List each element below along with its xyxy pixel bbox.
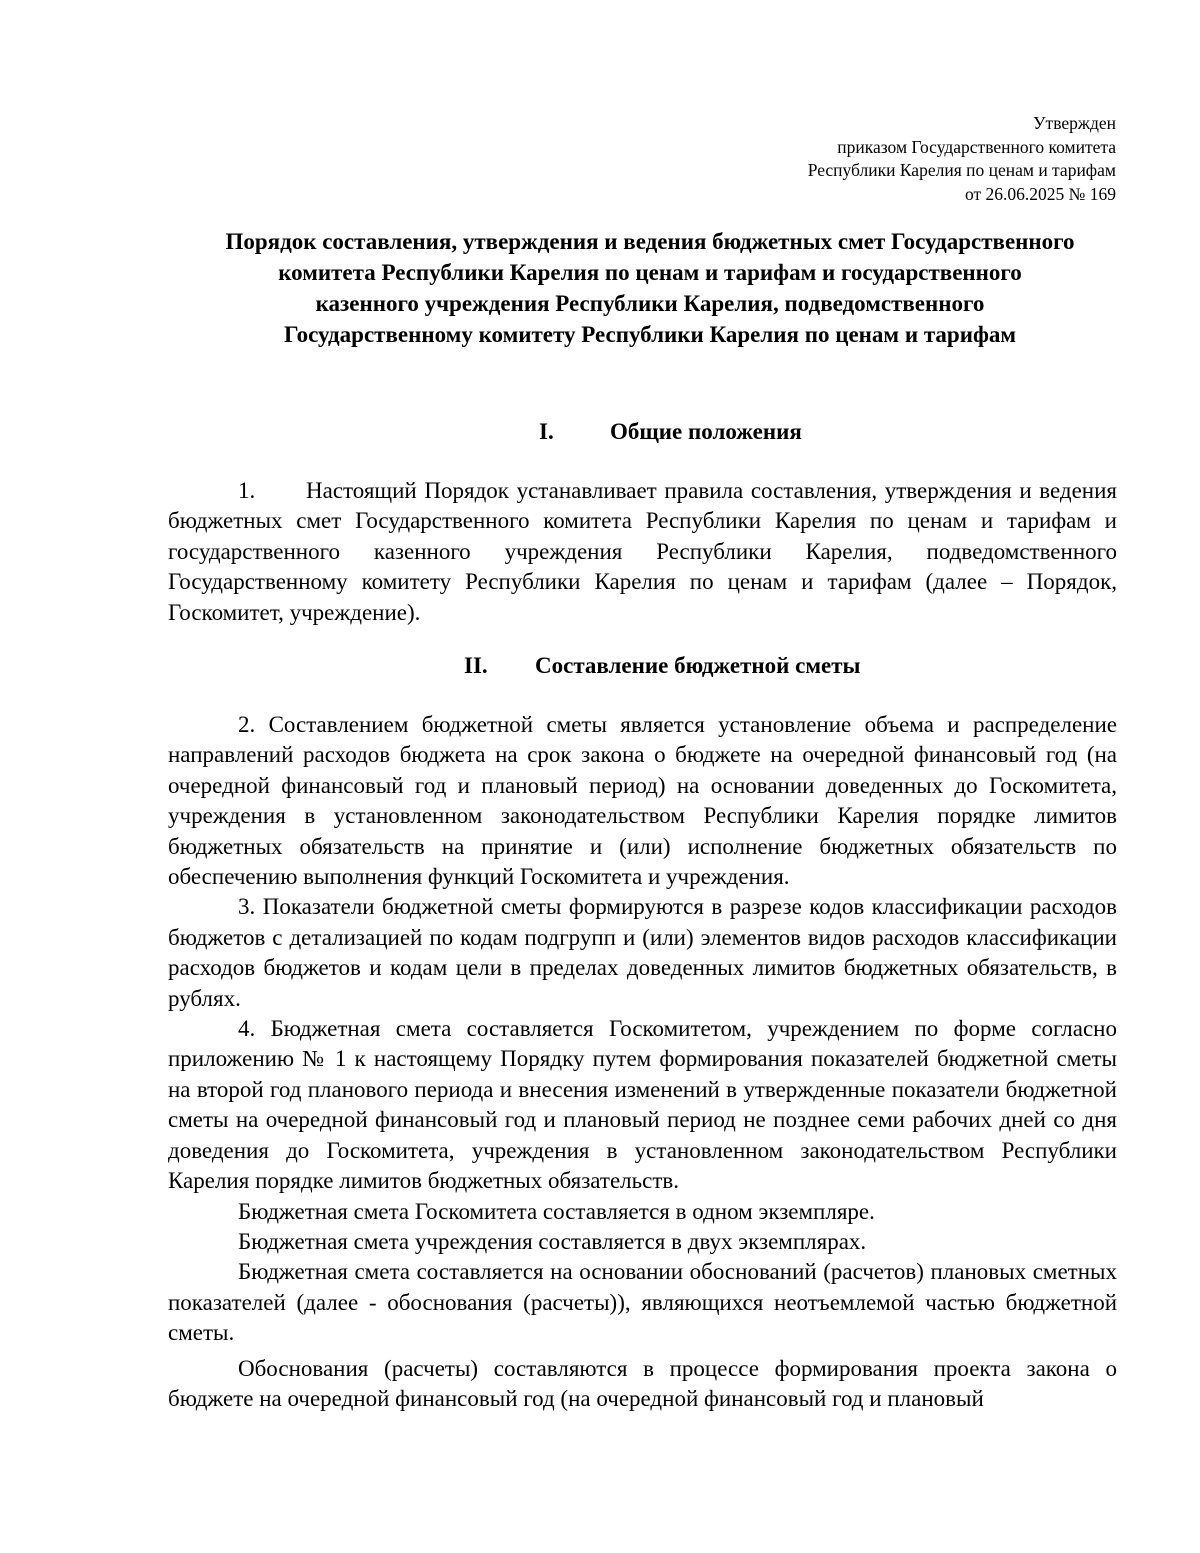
paragraph-2: 2. Составлением бюджетной сметы является установление объема и распределение направлений расходов бюджета на срок закона о бюджете на очередной финансовый год (на очередной финансовый год и плановый период) на основании доведенных до Госкомитета, учреждения в установленном законодательством Республики Карелия порядке лимитов бюджетных обязательств на принятие и (или) исполнение бюджетных обязательств по обеспечению выполнения функций Госкомитета и учреждения. [168,712,1117,890]
section-number: I. [539,419,554,444]
section-2-body [168,710,1117,1414]
paragraph-3: 3. Показатели бюджетной сметы формируются в разрезе кодов классификации расходов бюджетов с детализацией по кодам подгрупп и (или) элементов видов расходов классификации расходов бюджетов и кодам цели в пределах доведенных лимитов бюджетных обязательств, в рублях. [168,894,1117,1011]
approval-line-order: приказом Государственного комитета [837,136,1116,157]
paragraph-calculations: Обоснования (расчеты) составляются в процессе формирования проекта закона о бюджете на очередной финансовый год (на очередной финансовый год и плановый [168,1355,1117,1411]
title-line: Государственному комитету Республики Карелия по ценам и тарифам [283,322,1017,347]
paragraph-1 [168,476,1117,628]
title-line: казенного учреждения Республики Карелия, подведомственного [315,291,985,316]
paragraph-number: 1. [238,478,256,503]
paragraph-two-copies: Бюджетная смета учреждения составляется в двух экземплярах. [238,1228,867,1254]
section-number: II. [464,653,488,678]
paragraph-text: Настоящий Порядок устанавливает правила составления, утверждения и ведения бюджетных смет Государственного комитета Республики Карелия по ценам и тарифам и государственного казенного учреждения Республики Карелия, подведомственного Государственному комитету Республики Карелия по ценам и тарифам (далее – Порядок, Госкомитет, учреждение). [168,478,1117,625]
paragraph-4: 4. Бюджетная смета составляется Госкомитетом, учреждением по форме согласно приложению № 1 к настоящему Порядку путем формирования показателей бюджетной сметы на второй год планового периода и внесения изменений в утвержденные показатели бюджетной сметы на очередной финансовый год и плановый период не позднее семи рабочих дней со дня доведения до Госкомитета, учреждения в установленном законодательством Республики Карелия порядке лимитов бюджетных обязательств. [168,1016,1117,1194]
section-title: Составление бюджетной сметы [535,653,861,678]
approval-line-date: от 26.06.2025 № 169 [965,183,1116,204]
approval-line-approved: Утвержден [1033,113,1116,133]
title-line: комитета Республики Карелия по ценам и тарифам и государственного [278,260,1022,285]
approval-line-committee: Республики Карелия по ценам и тарифам [807,160,1116,180]
section-title: Общие положения [610,419,802,444]
document-title [150,226,1150,350]
approval-stamp [676,112,1116,206]
title-line: Порядок составления, утверждения и ведения бюджетных смет Государственного [225,229,1075,254]
paragraph-single-copy: Бюджетная смета Госкомитета составляется в одном экземпляре. [238,1198,875,1224]
paragraph-justifications: Бюджетная смета составляется на основании обоснований (расчетов) плановых сметных показателей (далее - обоснования (расчеты)), являющихся неотъемлемой частью бюджетной сметы. [168,1259,1117,1346]
